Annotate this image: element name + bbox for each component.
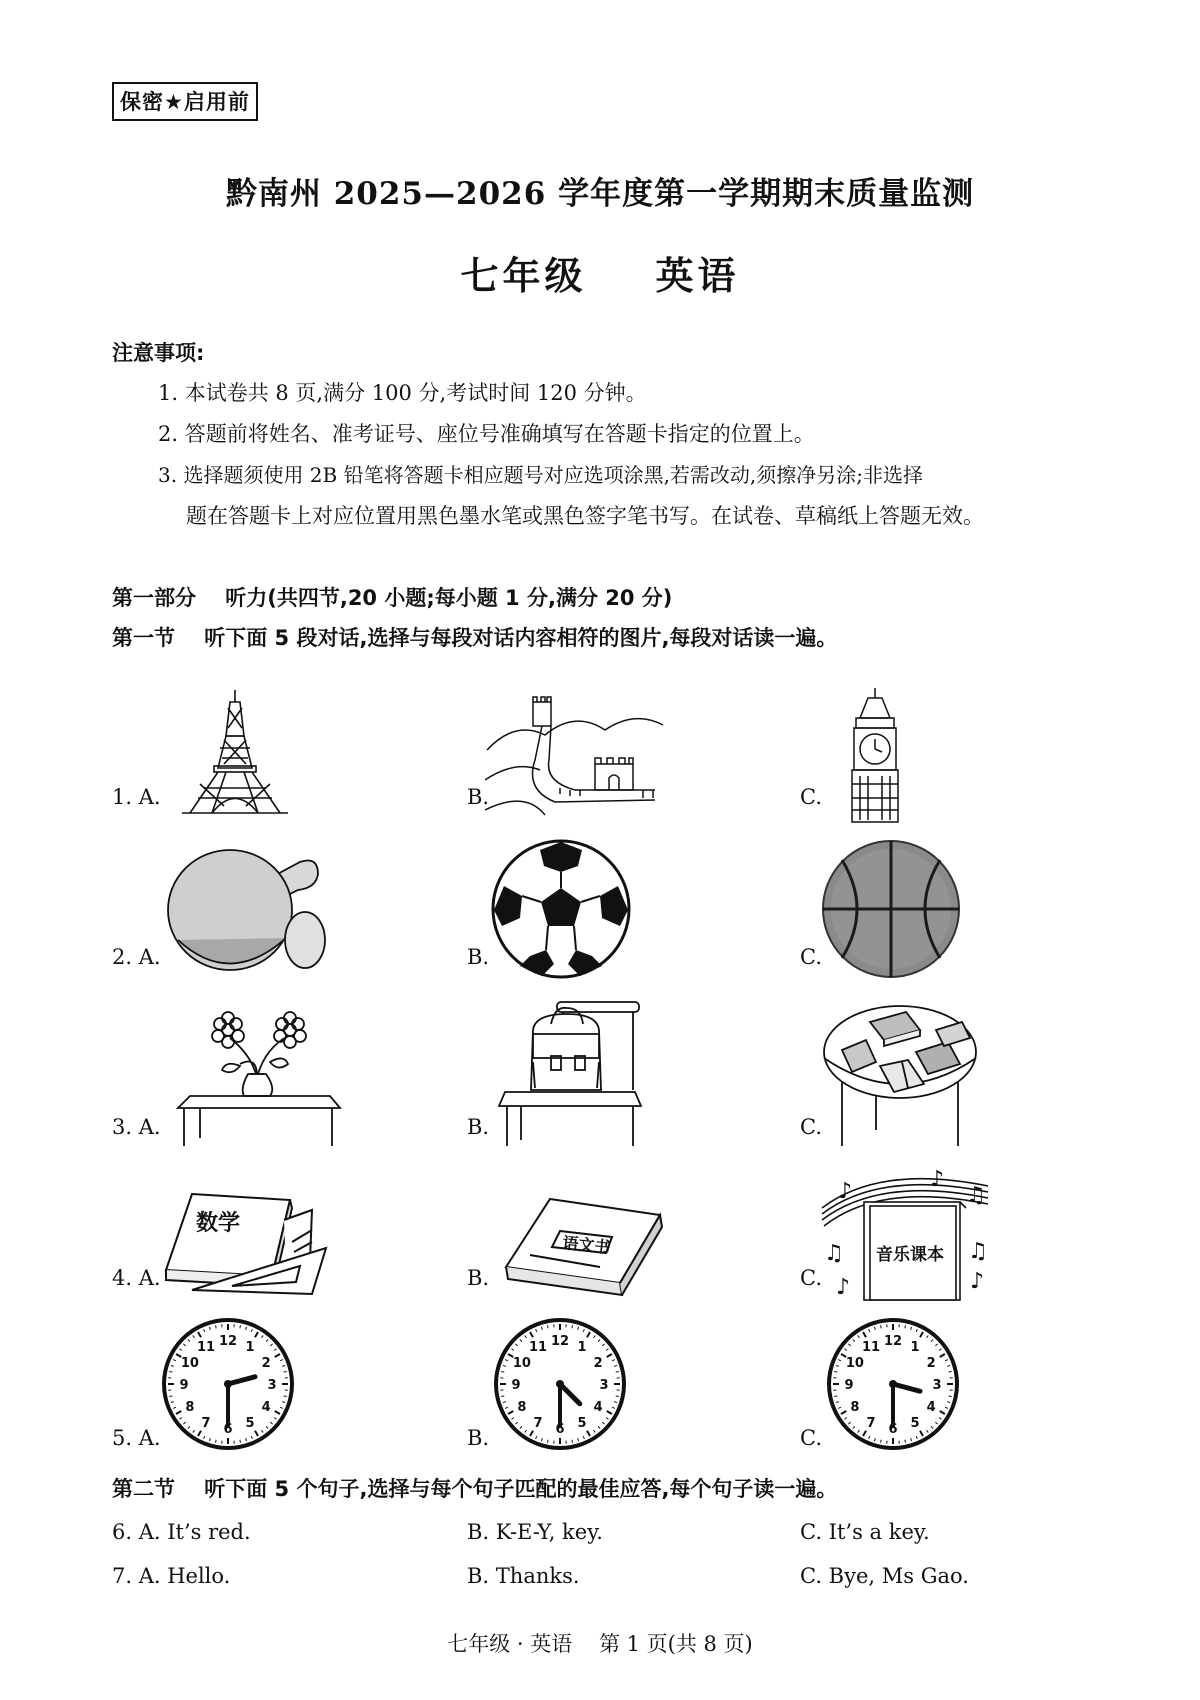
clock-number: 4 xyxy=(261,1400,271,1415)
clock-number: 6 xyxy=(555,1422,565,1437)
chinese-book-title: 语文书 xyxy=(561,1233,612,1257)
page-footer: 七年级 · 英语 第 1 页(共 8 页) xyxy=(447,1632,753,1656)
clock-icon xyxy=(825,1316,961,1452)
clock-number: 10 xyxy=(845,1356,864,1371)
clock-number: 1 xyxy=(245,1339,255,1355)
clock-number: 5 xyxy=(245,1416,255,1432)
backpack-chair-icon xyxy=(495,1000,645,1148)
clock-number: 2 xyxy=(926,1356,936,1371)
svg-text:♪: ♪ xyxy=(930,1168,945,1192)
clock-number: 4 xyxy=(593,1400,603,1415)
exam-title: 黔南州 2025—2026 学年度第一学期期末质量监测 xyxy=(225,176,975,212)
clock-number: 11 xyxy=(861,1339,881,1355)
answer-option: C. Bye, Ms Gao. xyxy=(800,1564,969,1588)
question-label: 5. A. xyxy=(112,1426,161,1450)
books-table-icon xyxy=(820,1000,980,1148)
option-label: C. xyxy=(800,1426,822,1450)
question-label: 1. A. xyxy=(112,785,161,809)
svg-text:♫: ♫ xyxy=(824,1241,844,1266)
answer-option: B. K-E-Y, key. xyxy=(467,1520,603,1544)
clock-number: 2 xyxy=(261,1356,271,1371)
clock-number: 9 xyxy=(179,1378,189,1393)
clock-number: 2 xyxy=(593,1356,603,1371)
ping-pong-paddle-icon xyxy=(160,840,330,980)
clock-number: 9 xyxy=(511,1378,521,1393)
answer-option: B. Thanks. xyxy=(467,1564,580,1588)
answer-option: 7. A. Hello. xyxy=(112,1564,231,1588)
option-label: B. xyxy=(467,1115,490,1139)
eiffel-tower-icon xyxy=(160,688,310,818)
part1-heading: 第一部分 听力(共四节,20 小题;每小题 1 分,满分 20 分) xyxy=(112,586,673,610)
clock-number: 11 xyxy=(528,1339,548,1355)
option-label: B. xyxy=(467,785,490,809)
option-label: C. xyxy=(800,1115,822,1139)
clock-number: 5 xyxy=(577,1416,587,1432)
question-label: 3. A. xyxy=(112,1115,161,1139)
clock-number: 1 xyxy=(577,1339,587,1355)
svg-text:♫: ♫ xyxy=(966,1183,986,1208)
music-book-title: 音乐课本 xyxy=(876,1245,944,1265)
clock-number: 7 xyxy=(533,1416,543,1432)
clock-number: 12 xyxy=(883,1334,903,1349)
soccer-ball-icon xyxy=(490,838,632,980)
option-label: C. xyxy=(800,945,822,969)
big-ben-icon xyxy=(840,688,910,823)
clock-number: 3 xyxy=(932,1378,942,1393)
clock-number: 3 xyxy=(599,1378,609,1393)
answer-option: 6. A. It’s red. xyxy=(112,1520,251,1544)
clock-icon xyxy=(492,1316,628,1452)
flower-vase-table-icon xyxy=(170,1008,345,1148)
svg-text:♪: ♪ xyxy=(970,1269,985,1294)
clock-number: 7 xyxy=(866,1416,876,1432)
clock-number: 8 xyxy=(185,1400,195,1415)
answer-option: C. It’s a key. xyxy=(800,1520,930,1544)
chinese-book-icon xyxy=(500,1195,670,1305)
clock-number: 10 xyxy=(180,1356,199,1371)
option-label: B. xyxy=(467,1426,490,1450)
option-label: C. xyxy=(800,785,822,809)
clock-number: 12 xyxy=(218,1334,238,1349)
section1-heading: 第一节 听下面 5 段对话,选择与每段对话内容相符的图片,每段对话读一遍。 xyxy=(112,626,838,650)
math-book-icon xyxy=(162,1190,332,1300)
section2-heading: 第二节 听下面 5 个句子,选择与每个句子匹配的最佳应答,每个句子读一遍。 xyxy=(112,1477,838,1501)
music-book-icon xyxy=(820,1168,990,1303)
clock-number: 6 xyxy=(888,1422,898,1437)
clock-number: 8 xyxy=(517,1400,527,1415)
option-label: B. xyxy=(467,1266,490,1290)
option-label: B. xyxy=(467,945,490,969)
option-label: C. xyxy=(800,1266,822,1290)
clock-icon xyxy=(160,1316,296,1452)
svg-text:♪: ♪ xyxy=(838,1179,853,1204)
clock-number: 5 xyxy=(910,1416,920,1432)
clock-number: 8 xyxy=(850,1400,860,1415)
note-item: 3. 选择题须使用 2B 铅笔将答题卡相应题号对应选项涂黑,若需改动,须擦净另涂;非选择 xyxy=(158,463,924,487)
clock-number: 7 xyxy=(201,1416,211,1432)
question-label: 4. A. xyxy=(112,1266,161,1290)
clock-number: 1 xyxy=(910,1339,920,1355)
clock-number: 6 xyxy=(223,1422,233,1437)
clock-number: 12 xyxy=(550,1334,570,1349)
clock-number: 3 xyxy=(267,1378,277,1393)
clock-number: 4 xyxy=(926,1400,936,1415)
note-item: 1. 本试卷共 8 页,满分 100 分,考试时间 120 分钟。 xyxy=(158,381,647,405)
svg-text:♪: ♪ xyxy=(836,1275,851,1300)
math-book-title: 数学 xyxy=(196,1211,241,1236)
svg-text:♫: ♫ xyxy=(968,1239,988,1264)
clock-number: 10 xyxy=(512,1356,531,1371)
note-item: 2. 答题前将姓名、准考证号、座位号准确填写在答题卡指定的位置上。 xyxy=(158,422,815,446)
clock-number: 9 xyxy=(844,1378,854,1393)
clock-number: 11 xyxy=(196,1339,216,1355)
basketball-icon xyxy=(820,838,962,980)
notes-heading: 注意事项: xyxy=(112,341,205,365)
great-wall-icon xyxy=(485,690,665,820)
note-item: 题在答题卡上对应位置用黑色墨水笔或黑色签字笔书写。在试卷、草稿纸上答题无效。 xyxy=(186,504,984,528)
exam-subject: 七年级 英语 xyxy=(460,253,740,298)
question-label: 2. A. xyxy=(112,945,161,969)
confidential-stamp: 保密★启用前 xyxy=(112,82,258,121)
